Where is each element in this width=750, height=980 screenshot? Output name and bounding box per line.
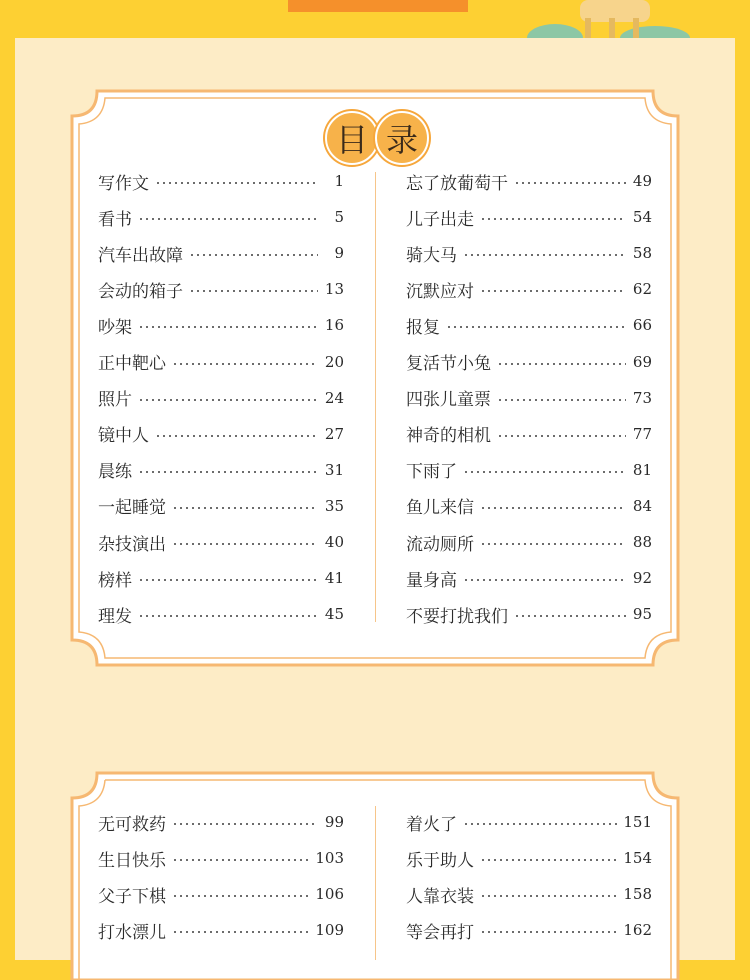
- toc-entry[interactable]: [98, 488, 344, 524]
- dot-leader: [138, 326, 318, 328]
- dot-leader: [172, 507, 318, 509]
- toc-entry-page: 27: [324, 424, 344, 443]
- toc-entry-page: 69: [632, 352, 652, 371]
- toc-entry-page: 5: [334, 208, 344, 227]
- dot-leader: [480, 290, 626, 292]
- toc-entry-page: 92: [632, 569, 652, 588]
- toc-entry[interactable]: [98, 840, 344, 876]
- toc-entry-title: 打水漂儿: [98, 922, 166, 943]
- toc-entry-title: 榜样: [98, 570, 132, 591]
- dot-leader: [155, 435, 318, 437]
- toc-entry-title: 着火了: [406, 814, 457, 835]
- dot-leader: [463, 579, 626, 581]
- dot-leader: [480, 931, 617, 933]
- toc-entry[interactable]: [98, 876, 344, 912]
- toc-entry-title: 沉默应对: [406, 281, 474, 302]
- dot-leader: [480, 895, 617, 897]
- toc-entry-page: 81: [632, 460, 652, 479]
- toc-entry-page: 45: [324, 605, 344, 624]
- toc-entry-page: 88: [632, 533, 652, 551]
- toc-entry-page: 73: [632, 388, 652, 407]
- toc-entry-page: 95: [632, 605, 652, 624]
- toc-entry[interactable]: [406, 488, 652, 524]
- dot-leader: [138, 471, 318, 473]
- toc-entry-title: 照片: [98, 390, 132, 411]
- toc-entry[interactable]: [98, 307, 344, 343]
- toc-entry[interactable]: [406, 912, 652, 948]
- toc-entry-title: 杂技演出: [98, 534, 166, 555]
- toc-entry-title: 流动厕所: [406, 534, 474, 555]
- toc-entry-page: 49: [632, 172, 652, 190]
- dot-leader: [138, 218, 318, 220]
- dot-leader: [514, 615, 626, 617]
- toc-entry-title: 忘了放葡萄干: [406, 173, 508, 194]
- toc-entry-page: 162: [623, 921, 652, 939]
- toc-entry-title: 乐于助人: [406, 850, 474, 871]
- toc-entry-page: 84: [632, 496, 652, 515]
- toc-entry[interactable]: [98, 452, 344, 488]
- toc-entry-page: 9: [334, 244, 344, 263]
- toc-entry[interactable]: [98, 235, 344, 271]
- toc-entry[interactable]: [406, 199, 652, 235]
- dot-leader: [155, 182, 318, 184]
- toc-entry-page: 13: [324, 280, 344, 299]
- toc-entry[interactable]: [98, 271, 344, 307]
- dot-leader: [514, 182, 626, 184]
- toc-entry[interactable]: [98, 912, 344, 948]
- toc-entry-page: 40: [324, 533, 344, 551]
- toc-entry-title: 镜中人: [98, 426, 149, 447]
- toc-entry-page: 66: [632, 316, 652, 335]
- toc-entry-title: 父子下棋: [98, 886, 166, 907]
- dot-leader: [172, 363, 318, 365]
- toc-entry-page: 24: [324, 388, 344, 407]
- dot-leader: [463, 254, 626, 256]
- dot-leader: [189, 254, 318, 256]
- toc-entry-page: 77: [632, 424, 652, 443]
- toc-entry[interactable]: [98, 380, 344, 416]
- dot-leader: [172, 895, 309, 897]
- dot-leader: [172, 931, 309, 933]
- dot-leader: [480, 218, 626, 220]
- toc-entry-page: 109: [315, 921, 344, 939]
- toc-entry[interactable]: [406, 560, 652, 596]
- toc-entry-page: 154: [623, 849, 652, 867]
- toc-entry-title: 理发: [98, 606, 132, 627]
- toc-entry[interactable]: [406, 840, 652, 876]
- toc-entry-title: 一起睡觉: [98, 498, 166, 519]
- toc-entry-page: 31: [324, 460, 344, 479]
- toc-entry[interactable]: [406, 235, 652, 271]
- dot-leader: [189, 290, 318, 292]
- toc-entry-page: 62: [632, 280, 652, 299]
- toc-entry-title: 下雨了: [406, 462, 457, 483]
- toc-entry[interactable]: [406, 452, 652, 488]
- toc-entry-page: 103: [315, 849, 344, 867]
- toc-entry[interactable]: [406, 524, 652, 560]
- toc-entry[interactable]: [98, 524, 344, 560]
- toc-entry[interactable]: [406, 344, 652, 380]
- title-char-1: 目: [325, 111, 379, 165]
- dot-leader: [463, 471, 626, 473]
- dot-leader: [138, 615, 318, 617]
- toc-entry[interactable]: [98, 560, 344, 596]
- toc-entry-title: 不要打扰我们: [406, 606, 508, 627]
- toc-entry-title: 看书: [98, 209, 132, 230]
- toc-entry-title: 神奇的相机: [406, 426, 491, 447]
- toc-entry-title: 正中靶心: [98, 354, 166, 374]
- toc-entry-title: 写作文: [98, 173, 149, 194]
- toc-entry-title: 鱼儿来信: [406, 498, 474, 519]
- dot-leader: [172, 543, 318, 545]
- toc-entry[interactable]: [98, 416, 344, 452]
- dot-leader: [463, 823, 617, 825]
- toc-entry[interactable]: [98, 596, 344, 632]
- toc-entry-page: 58: [632, 244, 652, 263]
- toc-entry-page: 106: [315, 885, 344, 903]
- dot-leader: [172, 859, 309, 861]
- toc-entry-title: 等会再打: [406, 922, 474, 943]
- top-banner: [288, 0, 468, 12]
- dot-leader: [138, 399, 318, 401]
- toc-entry[interactable]: [406, 804, 652, 840]
- dot-leader: [446, 326, 626, 328]
- dot-leader: [138, 579, 318, 581]
- toc-entry-page: 41: [324, 569, 344, 588]
- toc-entry-title: 生日快乐: [98, 850, 166, 871]
- toc-entry-title: 吵架: [98, 317, 132, 338]
- toc-entry-page: 35: [324, 496, 344, 515]
- toc-entry[interactable]: [406, 163, 652, 199]
- dot-leader: [497, 435, 626, 437]
- column-divider-lower: [375, 806, 376, 960]
- dot-leader: [480, 507, 626, 509]
- toc-entry-page: 151: [623, 813, 652, 831]
- toc-entry-page: 54: [632, 208, 652, 227]
- toc-entry-title: 晨练: [98, 462, 132, 483]
- toc-entry-title: 四张儿童票: [406, 390, 491, 411]
- toc-entry-title: 人靠衣装: [406, 886, 474, 907]
- illustration-deco: [525, 0, 695, 40]
- toc-entry[interactable]: [406, 416, 652, 452]
- toc-entry[interactable]: [98, 344, 344, 380]
- toc-entry-page: 99: [324, 813, 344, 831]
- toc-entry-page: 20: [324, 352, 344, 371]
- column-divider-upper: [375, 172, 376, 622]
- toc-entry[interactable]: [406, 271, 652, 307]
- dot-leader: [480, 859, 617, 861]
- toc-entry-page: 16: [324, 316, 344, 335]
- toc-entry-title: 汽车出故障: [98, 245, 183, 266]
- dot-leader: [497, 399, 626, 401]
- toc-entry-title: 报复: [406, 317, 440, 338]
- dot-leader: [497, 363, 626, 365]
- toc-entry-title: 儿子出走: [406, 209, 474, 230]
- toc-entry-title: 量身高: [406, 570, 457, 591]
- toc-entry-title: 无可救药: [98, 814, 166, 835]
- toc-entry-title: 会动的箱子: [98, 281, 183, 302]
- dot-leader: [172, 823, 318, 825]
- toc-entry-page: 1: [334, 172, 344, 190]
- toc-entry[interactable]: [406, 876, 652, 912]
- toc-entry-title: 骑大马: [406, 245, 457, 266]
- toc-entry-title: 复活节小兔: [406, 354, 491, 374]
- toc-entry-page: 158: [623, 885, 652, 903]
- toc-entry[interactable]: [98, 804, 344, 840]
- toc-entry[interactable]: [406, 307, 652, 343]
- toc-title: [325, 111, 427, 163]
- dot-leader: [480, 543, 626, 545]
- toc-entry[interactable]: [98, 163, 344, 199]
- toc-entry[interactable]: [406, 596, 652, 632]
- toc-entry[interactable]: [98, 199, 344, 235]
- title-char-2: 录: [375, 111, 429, 165]
- toc-entry[interactable]: [406, 380, 652, 416]
